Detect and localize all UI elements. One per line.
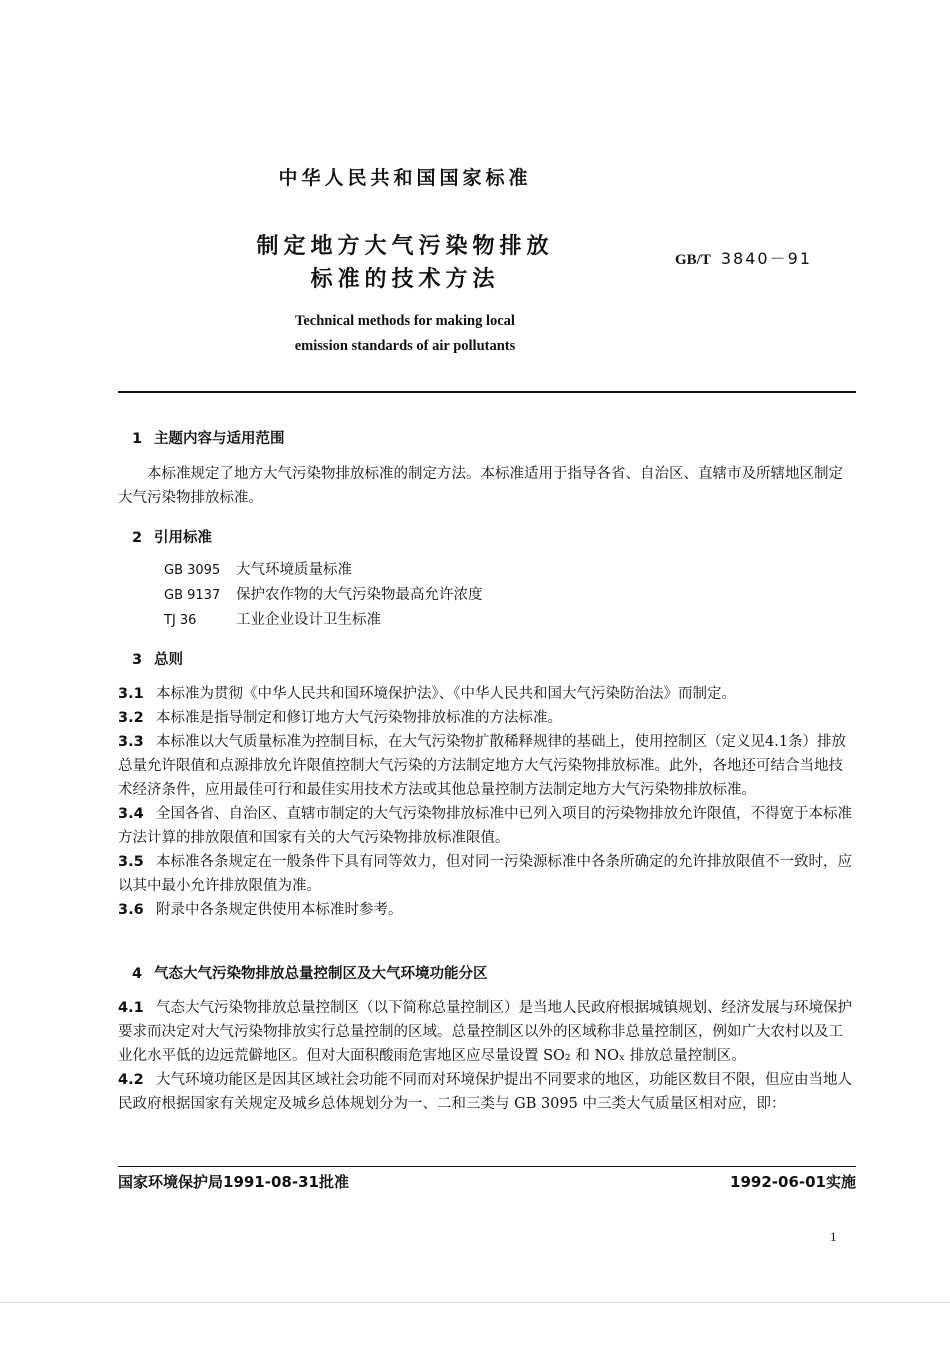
reference-list <box>118 558 856 633</box>
section-heading <box>118 962 856 986</box>
section-number: 3 <box>132 652 143 668</box>
reference-item <box>118 608 856 633</box>
section-heading <box>118 526 856 550</box>
clause-number: 3.1 <box>118 686 144 702</box>
approval-date: 国家环境保护局1991-08-31批准 <box>118 1173 349 1191</box>
clause-text: 附录中各条规定供使用本标准时参考。 <box>156 902 403 918</box>
section-title: 总则 <box>154 652 183 668</box>
reference-item <box>118 558 856 583</box>
section-1 <box>118 427 856 451</box>
clause <box>118 850 856 898</box>
clause-text: 大气环境功能区是因其区域社会功能不同而对环境保护提出不同要求的地区，功能区数目不限，但应由当地人民政府根据国家有关规定及城乡总体规划分为一、二和三类与 GB 3095 中三类大气质量区相对应，即： <box>118 1072 852 1112</box>
implementation-date: 1992-06-01实施 <box>730 1173 856 1191</box>
clause-number: 3.4 <box>118 806 144 822</box>
national-standard-heading: 中华人民共和国国家标准 <box>278 167 532 189</box>
clause-number: 4.1 <box>118 1000 144 1016</box>
clause <box>118 1068 856 1116</box>
clause <box>118 682 856 706</box>
section-number: 4 <box>132 966 143 982</box>
clause-number: 3.3 <box>118 734 144 750</box>
clause <box>118 802 856 850</box>
page-number: 1 <box>830 1229 837 1244</box>
section-title: 主题内容与适用范围 <box>154 431 285 447</box>
section-heading <box>118 648 856 672</box>
clause-text: 全国各省、自治区、直辖市制定的大气污染物排放标准中已列入项目的污染物排放允许限值，不得宽于本标准方法计算的排放限值和国家有关的大气污染物排放标准限值。 <box>118 806 852 846</box>
section-1-body <box>118 462 856 510</box>
paragraph: 本标准规定了地方大气污染物排放标准的制定方法。本标准适用于指导各省、自治区、直辖市及所辖地区制定大气污染物排放标准。 <box>118 466 843 506</box>
clause-text: 本标准各条规定在一般条件下具有同等效力，但对同一污染源标准中各条所确定的允许排放限值不一致时，应以其中最小允许排放限值为准。 <box>118 854 852 894</box>
clause-number: 3.5 <box>118 854 144 870</box>
reference-code: GB 9137 <box>164 588 221 603</box>
clause <box>118 730 856 802</box>
section-4-clauses <box>118 996 856 1116</box>
page-edge-line <box>0 1302 950 1303</box>
reference-name: 大气环境质量标准 <box>236 562 352 578</box>
section-3-clauses <box>118 682 856 922</box>
english-title-line-1: Technical methods for making local <box>295 313 515 329</box>
clause <box>118 996 856 1068</box>
section-heading <box>118 427 856 451</box>
section-3 <box>118 648 856 672</box>
clause-number: 3.2 <box>118 710 144 726</box>
reference-name: 保护农作物的大气污染物最高允许浓度 <box>236 587 483 603</box>
clause-text: 本标准以大气质量标准为控制目标，在大气污染物扩散稀释规律的基础上，使用控制区（定义见4.1条）排放总量允许限值和点源排放允许限值控制大气污染的方法制定地方大气污染物排放标准。此外，各地还可结合当地技术经济条件，应用最佳可行和最佳实用技术方法或其他总量控制方法制定地方大气污染物排放标准。 <box>118 734 847 798</box>
reference-code: TJ 36 <box>164 613 197 628</box>
section-title: 气态大气污染物排放总量控制区及大气环境功能分区 <box>154 966 488 982</box>
english-title-line-2: emission standards of air pollutants <box>294 338 516 354</box>
section-title: 引用标准 <box>154 530 212 546</box>
clause <box>118 898 856 922</box>
clause-text: 本标准是指导制定和修订地方大气污染物排放标准的方法标准。 <box>156 710 562 726</box>
clause-number: 3.6 <box>118 902 144 918</box>
section-number: 1 <box>132 431 143 447</box>
document-title-line-2: 标准的技术方法 <box>310 267 500 292</box>
section-number: 2 <box>132 530 143 546</box>
clause-text: 气态大气污染物排放总量控制区（以下简称总量控制区）是当地人民政府根据城镇规划、经济发展与环境保护要求而决定对大气污染物排放实行总量控制的区域。总量控制区以外的区域称非总量控制区，例如广大农村以及工业化水平低的边远荒僻地区。但对大面积酸雨危害地区应尽量设置 SO₂ 和 NOₓ 排放总量控制区。 <box>118 1000 852 1064</box>
section-2 <box>118 526 856 550</box>
standard-code: 3840－91 <box>720 249 812 268</box>
document-title-line-1: 制定地方大气污染物排放 <box>256 234 554 259</box>
clause-number: 4.2 <box>118 1072 144 1088</box>
header-divider <box>118 391 856 393</box>
footer-divider <box>118 1166 856 1167</box>
section-4 <box>118 962 856 986</box>
standard-number <box>675 246 812 269</box>
standard-prefix: GB/T <box>675 252 711 268</box>
reference-code: GB 3095 <box>164 563 221 578</box>
clause <box>118 706 856 730</box>
reference-name: 工业企业设计卫生标准 <box>236 612 381 628</box>
clause-text: 本标准为贯彻《中华人民共和国环境保护法》、《中华人民共和国大气污染防治法》而制定。 <box>156 686 736 702</box>
reference-item <box>118 583 856 608</box>
